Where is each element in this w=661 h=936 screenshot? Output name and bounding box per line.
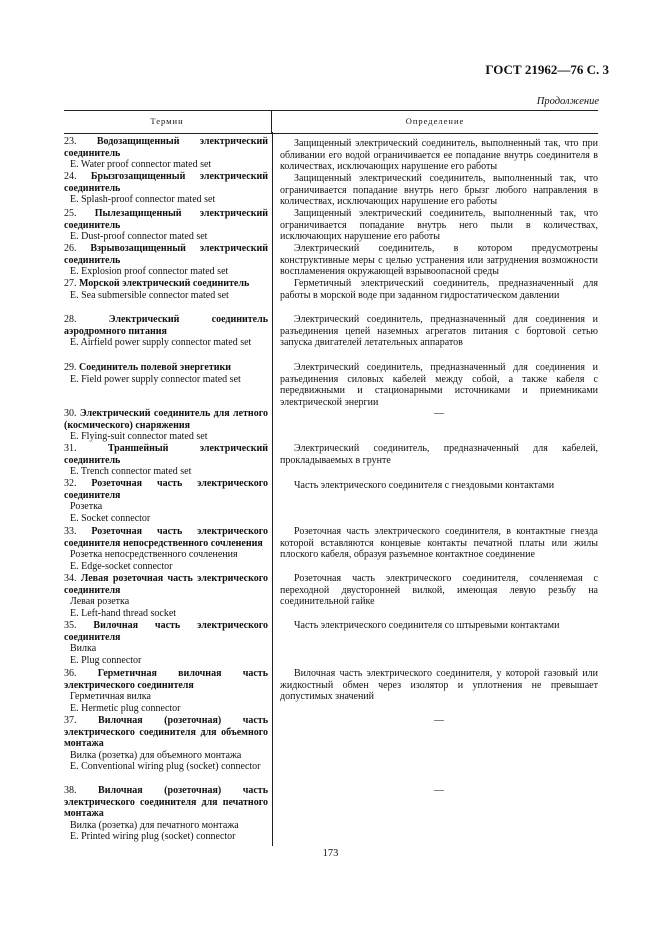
english-23: E. Water proof connector mated set xyxy=(70,159,212,171)
english-27: E. Sea submersible connector mated set xyxy=(70,289,229,301)
english-38: E. Printed wiring plug (socket) connector xyxy=(70,831,236,843)
definition-29: Электрический соединитель, предназначенный для соединения и разъединения силовых кабелей между собой, а также кабеля с передвижными и стационарными источниками и приемниками электрической энергии xyxy=(280,362,598,408)
english-32: E. Socket connector xyxy=(70,512,151,524)
term-entry-33: 33. Розеточная часть электрического соединителя непосредственного сочленения Розетка непосредственного сочленения E. Edge-socket connector xyxy=(64,526,269,572)
term-23: Водозащищенный электрический соединитель xyxy=(64,136,268,159)
english-35: E. Plug connector xyxy=(70,654,142,666)
english-34: E. Left-hand thread socket xyxy=(70,607,177,619)
definition-23: Защищенный электрический соединитель, выполненный так, что при обливании его водой ограничивается ее попадание внутрь соединителя в количествах, исключающих нарушение его работы xyxy=(280,138,598,173)
term-27: Морской электрический соединитель xyxy=(79,278,250,289)
english-28: E. Airfield power supply connector mated set xyxy=(70,337,252,349)
short-form-35: Вилка xyxy=(70,643,97,655)
definition-34: Розеточная часть электрического соединителя, сочленяемая с переходной двусторонней вилкой, имеющая левую резьбу на соединительной гайке xyxy=(280,573,598,608)
term-entry-35: 35. Вилочная часть электрического соединителя Вилка E. Plug connector xyxy=(64,620,268,666)
page-header: ГОСТ 21962—76 С. 3 xyxy=(485,62,609,77)
term-entry-34: 34. Левая розеточная часть электрического соединителя Левая розетка E. Left-hand thread socket xyxy=(64,573,268,619)
definition-26: Электрический соединитель, в котором предусмотрены конструктивные меры с целью устранения или затруднения возможности воспламенения окружающей взрывоопасной среды xyxy=(280,243,598,278)
term-column-header: Термин xyxy=(150,116,184,126)
term-entry-30: 30. Электрический соединитель для летного (космического) снаряжения E. Flying-suit connector mated set xyxy=(64,408,268,443)
short-form-34: Левая розетка xyxy=(70,596,130,608)
page-number: 173 xyxy=(322,848,339,859)
definition-24: Защищенный электрический соединитель, выполненный так, что ограничивается попадание внутрь него брызг любого направления в количествах, исключающих нарушение его работы xyxy=(280,173,598,208)
definition-30: — xyxy=(434,408,444,419)
term-entry-27: 27. Морской электрический соединитель E. Sea submersible connector mated set xyxy=(64,278,268,301)
column-divider xyxy=(272,132,273,846)
term-entry-23: 23. Водозащищенный электрический соединитель E. Water proof connector mated set xyxy=(64,136,268,171)
term-entry-26: 26. Взрывозащищенный электрический соединитель E. Explosion proof connector mated set xyxy=(64,243,268,278)
continuation-label: Продолжение xyxy=(536,96,599,107)
short-form-32: Розетка xyxy=(70,501,103,513)
definition-35: Часть электрического соединителя со штыревыми контактами xyxy=(294,620,560,631)
english-36: E. Hermetic plug connector xyxy=(70,702,181,714)
definition-28: Электрический соединитель, предназначенный для соединения и разъединения цепей наземных агрегатов питания с бортовой сетью запуска двигателей летательных аппаратов xyxy=(280,314,598,349)
term-26: Взрывозащищенный электрический соединитель xyxy=(64,243,268,266)
short-form-38: Вилка (розетка) для печатного монтажа xyxy=(70,819,239,831)
term-29: Соединитель полевой энергетики xyxy=(79,362,232,373)
english-29: E. Field power supply connector mated set xyxy=(70,373,241,385)
term-35: Вилочная часть электрического соединителя xyxy=(64,620,268,643)
term-38: Вилочная (розеточная) часть электрического соединителя для печатного монтажа xyxy=(64,785,269,820)
term-34: Левая розеточная часть электрического соединителя xyxy=(64,573,268,596)
definition-column-header: Определение xyxy=(405,116,465,126)
term-entry-29: 29. Соединитель полевой энергетики E. Field power supply connector mated set xyxy=(64,362,268,385)
term-32: Розеточная часть электрического соединителя xyxy=(64,478,269,501)
term-entry-31: 31. Траншейный электрический соединитель E. Trench connector mated set xyxy=(64,443,268,478)
definition-31: Электрический соединитель, предназначенный для кабелей, прокладываемых в грунте xyxy=(280,443,598,466)
term-entry-28: 28. Электрический соединитель аэродромного питания E. Airfield power supply connector mated set xyxy=(64,314,268,349)
definition-25: Защищенный электрический соединитель, выполненный так, что ограничивается попадание внутрь него пыли в количествах, исключающих нарушение его работы xyxy=(280,208,598,243)
term-entry-38: 38. Вилочная (розеточная) часть электрического соединителя для печатного монтажа Вилка (розетка) для печатного монтажа E. Printed wiring plug (socket) connector xyxy=(64,785,269,843)
term-33: Розеточная часть электрического соединителя непосредственного сочленения xyxy=(64,526,269,549)
short-form-33: Розетка непосредственного сочленения xyxy=(70,549,238,561)
short-form-37: Вилка (розетка) для объемного монтажа xyxy=(70,749,242,761)
definition-36: Вилочная часть электрического соединителя, у которой газовый или жидкостный обмен через изолятор и уплотнения не превышает допустимых значений xyxy=(280,668,598,703)
term-36: Герметичная вилочная часть электрического соединителя xyxy=(64,668,268,691)
definition-32: Часть электрического соединителя с гнездовыми контактами xyxy=(294,480,555,491)
definition-37: — xyxy=(434,715,444,726)
definition-27: Герметичный электрический соединитель, предназначенный для работы в морской воде при заданном гидростатическом давлении xyxy=(280,278,598,301)
english-30: E. Flying-suit connector mated set xyxy=(70,431,208,443)
term-24: Брызгозащищенный электрический соединитель xyxy=(64,171,268,194)
english-26: E. Explosion proof connector mated set xyxy=(70,266,229,278)
definition-38: — xyxy=(434,785,444,796)
english-33: E. Edge-socket connector xyxy=(70,560,173,572)
table-header xyxy=(64,110,598,134)
term-31: Траншейный электрический соединитель xyxy=(64,443,268,466)
short-form-36: Герметичная вилка xyxy=(70,691,151,703)
term-entry-25: 25. Пылезащищенный электрический соединитель E. Dust-proof connector mated set xyxy=(64,208,268,243)
english-37: E. Conventional wiring plug (socket) connector xyxy=(70,761,261,773)
term-entry-32: 32. Розеточная часть электрического соединителя Розетка E. Socket connector xyxy=(64,478,269,524)
term-entry-37: 37. Вилочная (розеточная) часть электрического соединителя для объемного монтажа Вилка (розетка) для объемного монтажа E. Conventional wiring plug (socket) connector xyxy=(64,715,269,773)
term-entry-24: 24. Брызгозащищенный электрический соединитель E. Splash-proof connector mated set xyxy=(64,171,268,206)
term-25: Пылезащищенный электрический соединитель xyxy=(64,208,268,231)
term-37: Вилочная (розеточная) часть электрического соединителя для объемного монтажа xyxy=(64,715,269,750)
term-28: Электрический соединитель аэродромного питания xyxy=(64,314,268,337)
term-30: Электрический соединитель для летного (космического) снаряжения xyxy=(64,408,268,431)
english-31: E. Trench connector mated set xyxy=(70,466,192,478)
english-25: E. Dust-proof connector mated set xyxy=(70,231,208,243)
english-24: E. Splash-proof connector mated set xyxy=(70,194,216,206)
term-entry-36: 36. Герметичная вилочная часть электрического соединителя Герметичная вилка E. Hermetic plug connector xyxy=(64,668,268,714)
definition-33: Розеточная часть электрического соединителя, в контактные гнезда которой вставляются концевые контакты печатной платы или жилы плоского кабеля, образуя разъемное контактное соединение xyxy=(280,526,598,561)
